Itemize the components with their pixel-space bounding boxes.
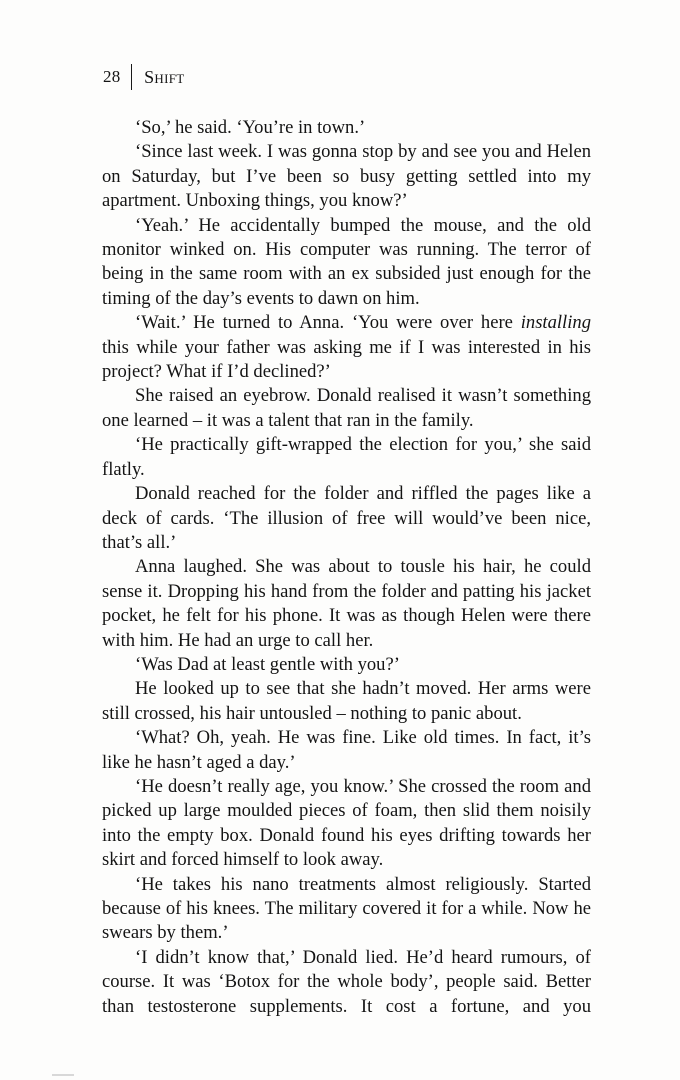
paragraph: ‘Yeah.’ He accidentally bumped the mouse, and the old monitor winked on. His computer was running. The terror of being in the same room with an ex subsided just enough for the timing of the day’s events to dawn on him. <box>102 214 591 309</box>
page-number: 28 <box>103 67 121 86</box>
running-head <box>103 62 185 92</box>
paragraph: ‘Since last week. I was gonna stop by and see you and Helen on Saturday, but I’ve been so busy getting settled into my apartment. Unboxing things, you know?’ <box>102 141 591 212</box>
book-title: Shift <box>144 66 185 87</box>
paragraph-text: this while your father was asking me if I was interested in his project? What if I’d declined?’ <box>102 336 591 383</box>
header-divider <box>131 64 133 90</box>
italic-emphasis: installing <box>520 312 591 334</box>
paragraph: ‘I didn’t know that,’ Donald lied. He’d heard rumours, of course. It was ‘Botox for the whole body’, people said. Better than testosterone supplements. It cost a fortune, and you <box>102 946 591 1017</box>
paragraph: ‘Was Dad at least gentle with you?’ <box>135 653 400 675</box>
paragraph-text: ‘Wait.’ He turned to Anna. ‘You were over here <box>135 312 521 334</box>
paragraph: He looked up to see that she hadn’t moved. Her arms were still crossed, his hair untousled – nothing to panic about. <box>102 678 591 724</box>
paragraph: She raised an eyebrow. Donald realised it wasn’t something one learned – it was a talent that ran in the family. <box>102 385 591 431</box>
body-text <box>102 116 591 1019</box>
paragraph: Anna laughed. She was about to tousle his hair, he could sense it. Dropping his hand from the folder and patting his jacket pocket, he felt for his phone. It was as though Helen were there with him. He had an urge to call her. <box>102 556 591 651</box>
paragraph <box>102 311 591 384</box>
paragraph: ‘So,’ he said. ‘You’re in town.’ <box>135 117 366 138</box>
paragraph: ‘He practically gift-wrapped the election for you,’ she said flatly. <box>102 434 591 480</box>
paragraph: ‘What? Oh, yeah. He was fine. Like old times. In fact, it’s like he hasn’t aged a day.’ <box>102 727 591 773</box>
page-edge-mark <box>52 1074 74 1076</box>
paragraph: ‘He doesn’t really age, you know.’ She crossed the room and picked up large moulded pieces of foam, then slid them noisily into the empty box. Donald found his eyes drifting towards her skirt and forced himself to look away. <box>102 775 591 871</box>
paragraph: ‘He takes his nano treatments almost religiously. Started because of his knees. The military covered it for a while. Now he swears by them.’ <box>102 873 591 944</box>
paragraph: Donald reached for the folder and riffled the pages like a deck of cards. ‘The illusion of free will would’ve been nice, that’s all.’ <box>102 483 591 553</box>
